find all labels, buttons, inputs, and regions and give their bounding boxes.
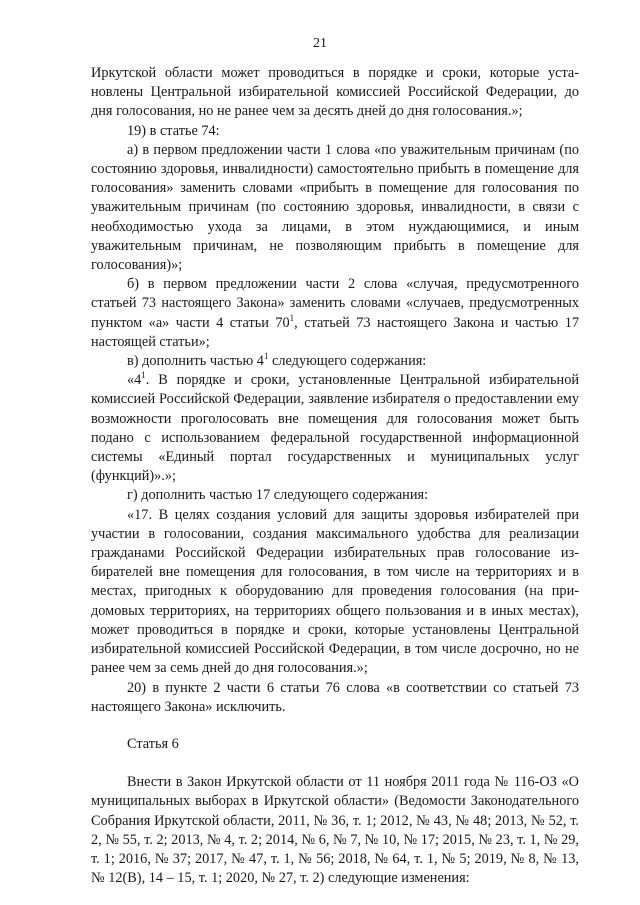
- paragraph-text: следующего содержания:: [268, 353, 427, 370]
- paragraph-text: «4: [127, 372, 142, 389]
- paragraph-article-6: Внести в Закон Иркутской области от 11 ноября 2011 года № 116-ОЗ «О муниципальных выборах в Иркутской области» (Ведомости Законодательного Собрания Иркутской области, 2011, № 36, т. 1; 2012, № 43, № 48; 2013, № 52, т. 2, № 55, т. 2; 2013, № 4, т. 2; 2014, № 6, № 7, № 10, № 17; 2015, № 23, т. 1, № 29, т. 1; 2016, № 37; 2017, № 47, т. 1, № 56; 2018, № 64, т. 1, № 5; 2019, № 8, № 13, № 12(В), 14 – 15, т. 1; 2020, № 27, т. 2) следующие изменения:: [91, 774, 579, 887]
- paragraph-part-4-1: [91, 371, 579, 486]
- paragraph-text: б) в первом предложении части 2 слова «случая, предусмотренного статьей 73 настоящего Закона» заменить словами «случаев, предусмотренных пунктом «а» части 4 статьи 70: [91, 276, 579, 331]
- paragraph-text: в) дополнить частью 4: [127, 353, 264, 370]
- paragraph-item-g: г) дополнить частью 17 следующего содержания:: [127, 487, 429, 504]
- paragraph-text: . В порядке и сроки, установленные Центральной избирательной комиссией Российской Федерации, заявление избирателя о предоставлении ему возможности проголосовать вне помещения для голосования может быть подано с использованием федеральной государственной информационной системы «Единый портал государственных и муниципальных услуг (функций)».»;: [91, 372, 579, 485]
- superscript: 1: [141, 370, 146, 381]
- document-body: [91, 64, 579, 888]
- paragraph-item-b: [91, 275, 579, 352]
- paragraph-part-17: «17. В целях создания условий для защиты здоровья избирателей при участии в голосовании, создания максимального удобства для реализации гражданами Российской Федерации избирательных прав голосование избирателей вне помещения для голосования, в том числе на территориях и в местах, пригодных к оборудованию для проведения голосования (на придомовых территориях, на территориях общего пользования и в иных местах), может проводиться в порядке и сроки, которые установлены Центральной избирательной комиссией Российской Федерации, в том числе досрочно, но не ранее чем за семь дней до дня голосования.»;: [91, 506, 579, 677]
- article-heading: Статья 6: [127, 735, 179, 752]
- paragraph-item-19: 19) в статье 74:: [127, 122, 220, 139]
- paragraph-item-a: а) в первом предложении части 1 слова «по уважительным причинам (по состоянию здоровья, инвалидности) самостоятельно прибыть в помещение для голосования» заменить словами «прибыть в помещение для голосования по уважительным причинам (по состоянию здоровья, инвалидности, в связи с необходимостью ухода за лицами, в этом нуждающимися, и иным уважительным причинам, не позволяющим прибыть в помещение для голосования)»;: [91, 141, 579, 274]
- paragraph-continuation: Иркутской области может проводиться в порядке и сроки, которые установлены Центральной избирательной комиссией Российской Федерации, до дня голосования, но не ранее чем за десять дней до дня голосования.»;: [91, 65, 579, 120]
- paragraph-item-v: [91, 352, 579, 371]
- superscript: 1: [289, 312, 295, 323]
- page-number: 21: [313, 36, 327, 51]
- superscript: 1: [263, 351, 269, 362]
- paragraph-text: , статьей 73 настоящего Закона и частью 17 настоящей статьи»;: [91, 314, 579, 350]
- paragraph-item-20: 20) в пункте 2 части 6 статьи 76 слова «в соответствии со статьей 73 настоящего Закона» исключить.: [91, 679, 579, 715]
